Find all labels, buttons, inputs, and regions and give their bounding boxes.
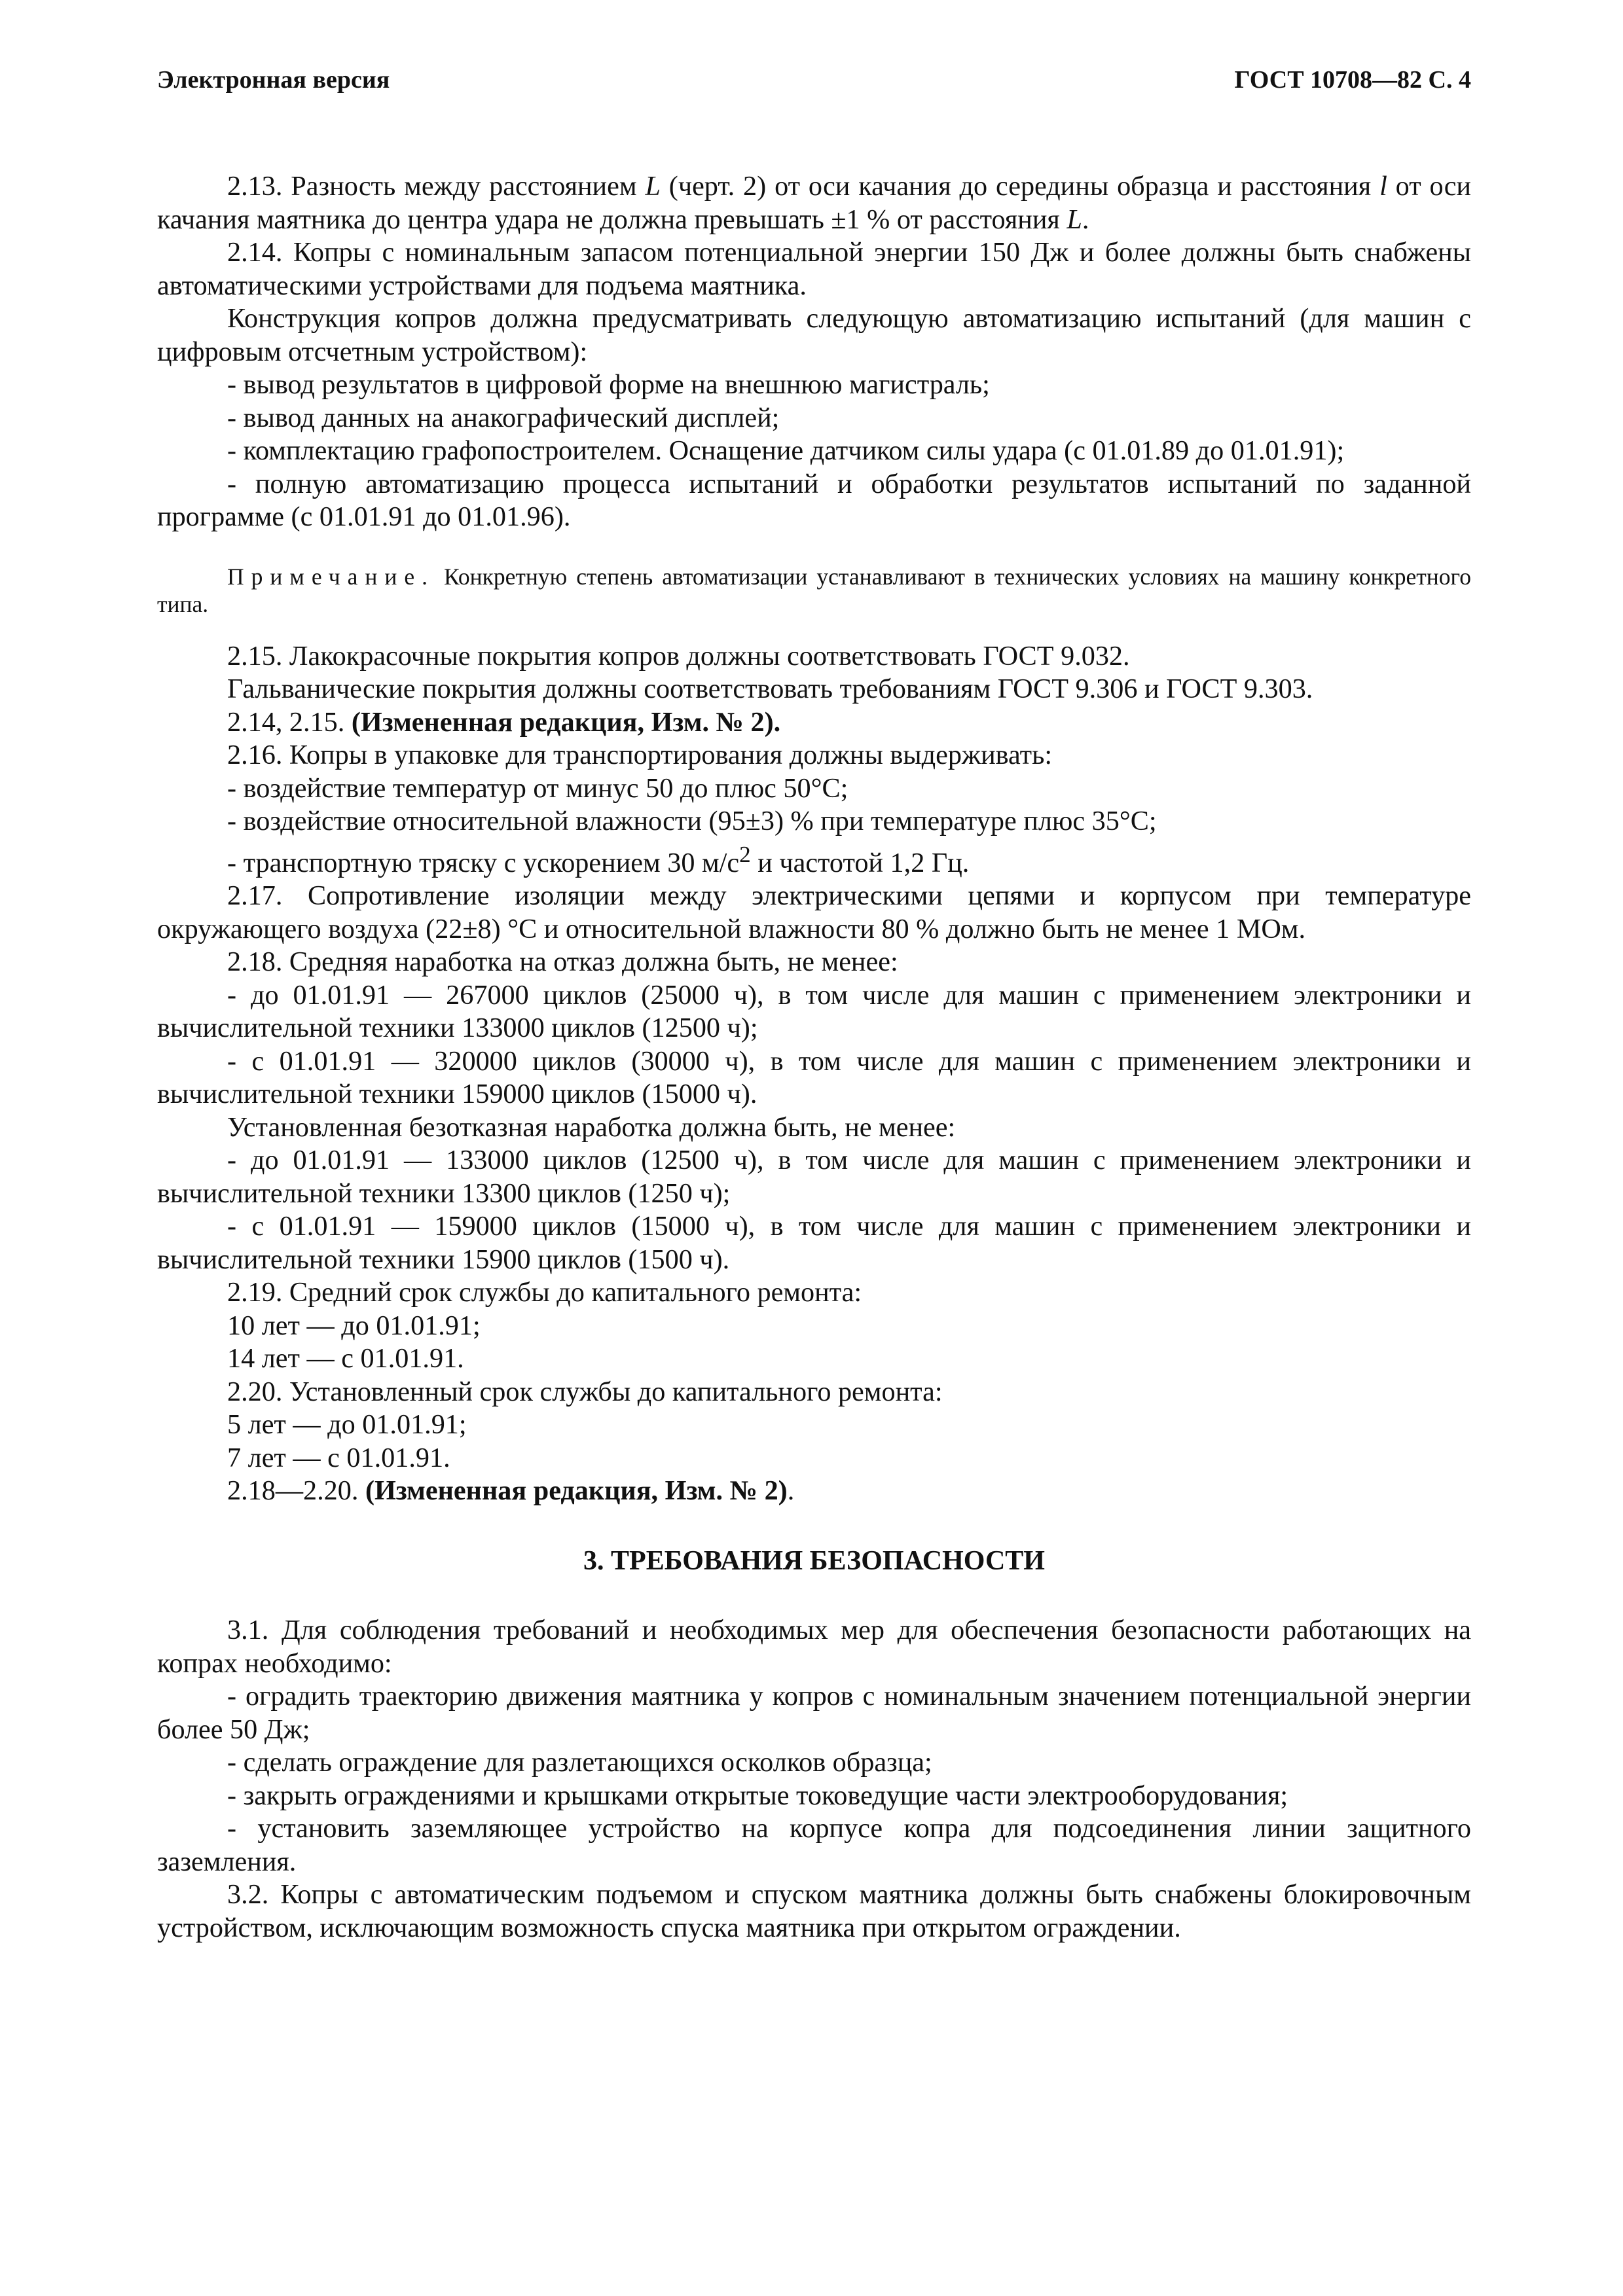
list-item: 10 лет — до 01.01.91; <box>227 1310 481 1341</box>
list-item: - воздействие относительной влажности (95±3) % при температуре плюс 35°С; <box>227 806 1157 836</box>
page-header <box>157 65 1471 94</box>
paragraph-2-19: 2.19. Средний срок службы до капитального ремонта: <box>227 1277 862 1308</box>
paragraph-2-17: 2.17. Сопротивление изоляции между электрическими цепями и корпусом при температуре окружающего воздуха (22±8) °С и относительной влажности 80 % должно быть не менее 1 МОм. <box>157 880 1471 944</box>
revision-note: 2.14, 2.15. (Измененная редакция, Изм. № 2). <box>227 706 781 738</box>
paragraph-2-13: 2.13. Разность между расстоянием L (черт. 2) от оси качания до середины образца и расстояния l от оси качания маятника до центра удара не должна превышать ±1 % от расстояния L. <box>157 171 1471 235</box>
list-item: - вывод данных на анакографический дисплей; <box>227 402 780 433</box>
paragraph-2-14: 2.14. Копры с номинальным запасом потенциальной энергии 150 Дж и более должны быть снабжены автоматическими устройствами для подъема маятника. <box>157 237 1471 301</box>
list-item: - оградить траекторию движения маятника у копров с номинальным значением потенциальной энергии более 50 Дж; <box>157 1681 1471 1745</box>
note <box>157 563 1471 618</box>
list-item: - с 01.01.91 — 159000 циклов (15000 ч), в том числе для машин с применением электроники и вычислительной техники 15900 циклов (1500 ч). <box>157 1211 1471 1275</box>
note-text: Конкретную степень автоматизации устанавливают в технических условиях на машину конкретного типа. <box>157 563 1471 617</box>
list-item: - с 01.01.91 — 320000 циклов (30000 ч), в том числе для машин с применением электроники и вычислительной техники 159000 циклов (15000 ч). <box>157 1045 1471 1110</box>
list-item: - полную автоматизацию процесса испытаний и обработки результатов испытаний по заданной программе (с 01.01.91 до 01.01.96). <box>157 468 1471 532</box>
section-title: 3. ТРЕБОВАНИЯ БЕЗОПАСНОСТИ <box>583 1545 1045 1576</box>
note-label: Примечание. <box>227 563 435 590</box>
list-item: - до 01.01.91 — 133000 циклов (12500 ч), в том числе для машин с применением электроники и вычислительной техники 13300 циклов (1250 ч); <box>157 1145 1471 1209</box>
revision-note: 2.18—2.20. (Измененная редакция, Изм. № 2). <box>227 1475 795 1507</box>
paragraph-2-20: 2.20. Установленный срок службы до капитального ремонта: <box>227 1376 943 1407</box>
header-left: Электронная версия <box>157 66 390 94</box>
paragraph-3-2: 3.2. Копры с автоматическим подъемом и спуском маятника должны быть снабжены блокировочным устройством, исключающим возможность спуска маятника при открытом ограждении. <box>157 1879 1471 1943</box>
paragraph-3-1: 3.1. Для соблюдения требований и необходимых мер для обеспечения безопасности работающих на копрах необходимо: <box>157 1615 1471 1679</box>
paragraph-2-16: 2.16. Копры в упаковке для транспортирования должны выдерживать: <box>227 740 1053 770</box>
paragraph-failfree: Установленная безотказная наработка должна быть, не менее: <box>227 1111 956 1143</box>
list-item: - вывод результатов в цифровой форме на внешнюю магистраль; <box>227 369 990 400</box>
list-item: - транспортную тряску с ускорением 30 $м/с^2$ и частотой 1,2 Гц. <box>227 841 970 878</box>
list-item: - до 01.01.91 — 267000 циклов (25000 ч), в том числе для машин с применением электроники и вычислительной техники 133000 циклов (12500 ч); <box>157 979 1471 1044</box>
list-item: 14 лет — с 01.01.91. <box>227 1343 464 1374</box>
list-item: - воздействие температур от минус 50 до плюс 50°С; <box>227 772 848 804</box>
list-item: - закрыть ограждениями и крышками открытые токоведущие части электрооборудования; <box>227 1780 1288 1811</box>
paragraph-2-15: 2.15. Лакокрасочные покрытия копров должны соответствовать ГОСТ 9.032. <box>227 640 1130 672</box>
list-item: - сделать ограждение для разлетающихся осколков образца; <box>227 1747 932 1778</box>
header-right: ГОСТ 10708—82 С. 4 <box>1234 66 1471 94</box>
list-item: - комплектацию графопостроителем. Оснащение датчиком силы удара (с 01.01.89 до 01.01.91); <box>227 435 1345 466</box>
list-item: - установить заземляющее устройство на корпусе копра для подсоединения линии защитного заземления. <box>157 1813 1471 1877</box>
paragraph-automation-intro: Конструкция копров должна предусматривать следующую автоматизацию испытаний (для машин с цифровым отсчетным устройством): <box>157 303 1471 367</box>
document-body <box>157 170 1471 1945</box>
paragraph-2-18: 2.18. Средняя наработка на отказ должна быть, не менее: <box>227 946 898 978</box>
list-item: 5 лет — до 01.01.91; <box>227 1409 467 1441</box>
list-item: 7 лет — с 01.01.91. <box>227 1442 450 1473</box>
paragraph-galvanic: Гальванические покрытия должны соответствовать требованиям ГОСТ 9.306 и ГОСТ 9.303. <box>227 673 1313 704</box>
